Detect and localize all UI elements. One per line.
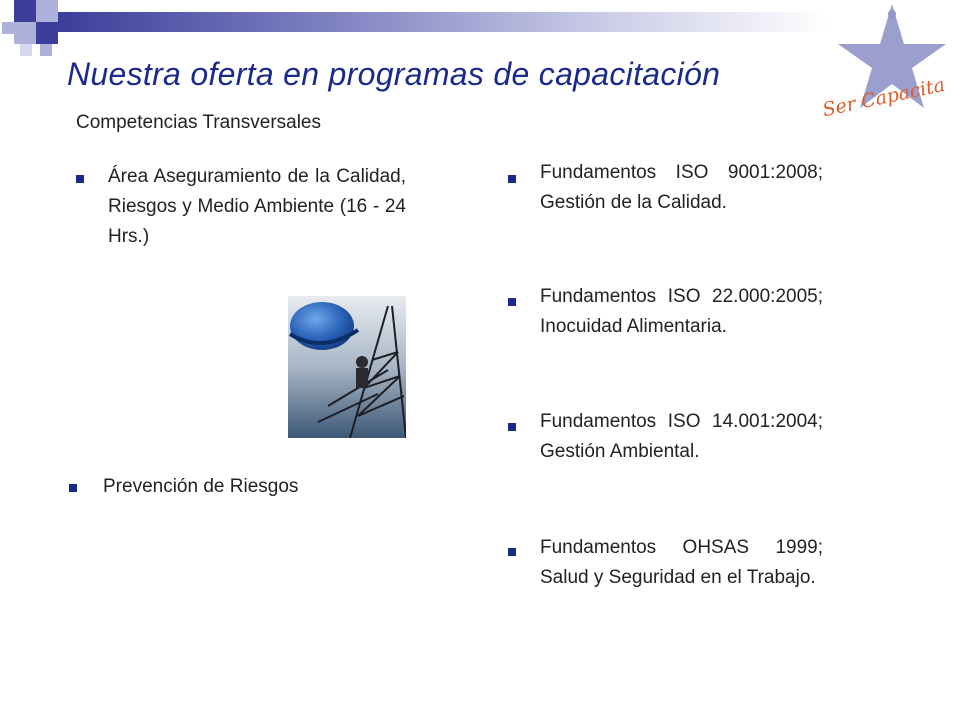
logo-text: Ser Capacita: [820, 73, 947, 122]
page-subtitle: Competencias Transversales: [76, 112, 321, 133]
page-title: Nuestra oferta en programas de capacitación: [67, 56, 721, 92]
decor-square: [40, 44, 52, 56]
logo: [812, 0, 960, 130]
square-bullet-icon: [508, 423, 516, 431]
square-bullet-icon: [508, 548, 516, 556]
decor-square: [36, 22, 58, 44]
list-item-label: Fundamentos ISO 22.000:2005; Inocuidad Alimentaria.: [540, 286, 823, 337]
square-bullet-icon: [508, 298, 516, 306]
hardhat-tower-photo: [288, 296, 406, 438]
list-item-label: Fundamentos ISO 14.001:2004; Gestión Ambiental.: [540, 411, 823, 462]
header-gradient-bar: [58, 12, 828, 32]
square-bullet-icon: [76, 175, 84, 183]
decor-square: [36, 0, 58, 22]
decor-square: [2, 22, 14, 34]
list-item-label: Área Aseguramiento de la Calidad, Riesgos y Medio Ambiente (16 - 24 Hrs.): [108, 166, 406, 247]
square-bullet-icon: [69, 484, 77, 492]
decor-square: [14, 22, 36, 44]
list-item-label: Prevención de Riesgos: [103, 476, 299, 497]
list-item-label: Fundamentos OHSAS 1999; Salud y Seguridad en el Trabajo.: [540, 537, 823, 588]
decor-square: [20, 44, 32, 56]
list-item-label: Fundamentos ISO 9001:2008; Gestión de la Calidad.: [540, 162, 823, 213]
square-bullet-icon: [508, 175, 516, 183]
decor-square: [14, 0, 36, 22]
star-logo-icon: [812, 0, 960, 130]
